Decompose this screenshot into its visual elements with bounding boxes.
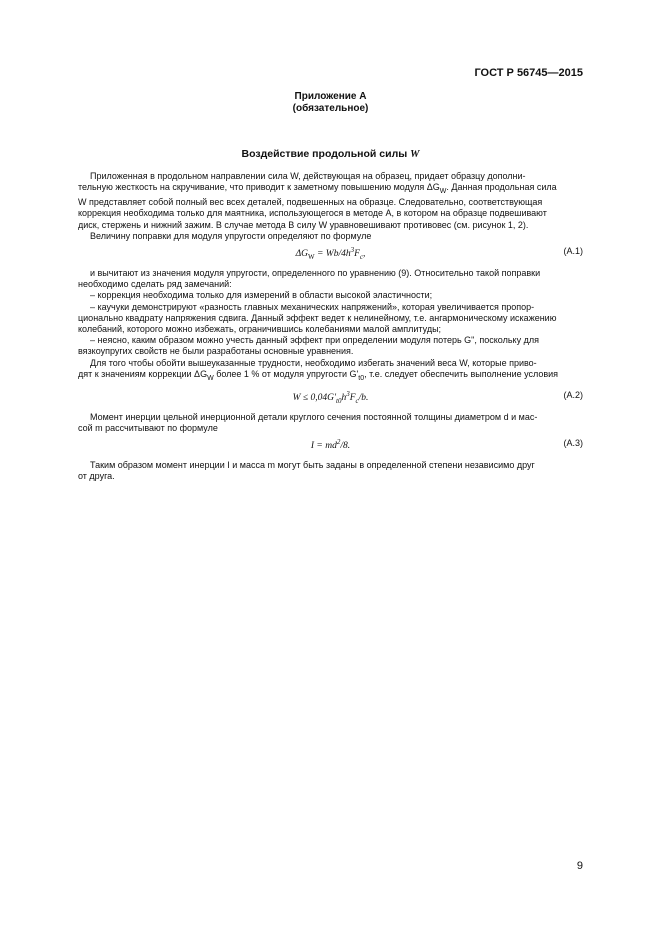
formula-a3 [78, 438, 583, 450]
text-run: . Данная продольная сила [446, 182, 557, 193]
paragraph-line: W представляет собой полный вес всех деталей, подвешенных на образце. Следовательно, соответствующая [78, 197, 543, 208]
formula-number: (A.2) [563, 390, 583, 400]
paragraph-line: Момент инерции цельной инерционной детали круглого сечения постоянной толщины диаметром d и мас- [90, 412, 538, 422]
list-item: – неясно, каким образом можно учесть данный эффект при определении модуля потерь G", поскольку для [90, 335, 539, 346]
paragraph-line: Для того чтобы обойти вышеуказанные трудности, необходимо избегать значений веса W, которые приво- [90, 357, 537, 368]
list-item: – коррекция необходима только для измерений в области высокой эластичности; [90, 290, 433, 301]
paragraph-3 [78, 268, 583, 384]
paragraph-line: от друга. [78, 471, 115, 482]
heading-variable: W [410, 149, 420, 160]
paragraph-6 [78, 460, 583, 482]
text-run: дят к значениям коррекции ΔG [78, 368, 208, 379]
text-run: , т.е. следует обеспечить выполнение условия [364, 368, 559, 379]
text-run: более 1 % от модуля упругости G' [213, 368, 359, 379]
list-item-line: ционально квадрату напряжения сдвига. Данный эффект ведет к нелинейному, т.е. ангармоническому искажению [78, 312, 557, 323]
paragraph-line [78, 182, 583, 197]
paragraph-line: коррекция необходима только для маятника, использующегося в методе А, в котором на образце подвешивают [78, 208, 547, 219]
formula-a2 [78, 390, 583, 406]
paragraph-line: Таким образом момент инерции I и масса m могут быть заданы в определенной степени независимо друг [90, 460, 535, 470]
text-run: тельную жесткость на скручивание, что приводит к заметному повышению модуля ΔG [78, 182, 440, 193]
page-number: 9 [576, 860, 583, 872]
annex-status: (обязательное) [292, 103, 369, 114]
subscript: W [207, 374, 214, 382]
formula-expression: $\Delta G_W = Wb/4h^3F_c$, [295, 246, 366, 262]
formula-number: (A.1) [563, 246, 583, 256]
paragraph-line: сой m рассчитывают по формуле [78, 423, 218, 434]
annex-title: Приложение А [294, 91, 367, 102]
paragraph-line: Приложенная в продольном направлении сила W, действующая на образец, придает образцу дополни- [90, 171, 526, 181]
formula-expression: $W \le 0,04G'_{t0}h^3F_c/b$. [292, 390, 369, 406]
paragraph-2: Величину поправки для модуля упругости определяют по формуле [90, 230, 372, 241]
formula-a1 [78, 246, 583, 262]
subscript: t0 [358, 374, 365, 382]
list-item-line: вязкоупругих свойств не были разработаны основные уравнения. [78, 346, 354, 357]
list-item: – каучуки демонстрируют «разность главных механических напряжений», которая увеличивается пропор- [90, 301, 535, 312]
formula-number: (A.3) [563, 438, 583, 448]
formula-expression: $I = md^2/8$. [310, 438, 351, 452]
paragraph-5 [78, 412, 583, 434]
paragraph-line: необходимо сделать ряд замечаний: [78, 279, 232, 290]
subscript: W [439, 188, 447, 195]
standard-designation: ГОСТ Р 56745—2015 [474, 67, 583, 79]
paragraph-1 [78, 171, 583, 242]
section-heading [0, 148, 661, 160]
paragraph-line [78, 369, 583, 384]
paragraph-line: и вычитают из значения модуля упругости, определенного по уравнению (9). Относительно такой поправки [90, 268, 541, 278]
paragraph-line: диск, стержень и нижний зажим. В случае метода В силу W уравновешивают противовес (см. рисунок 1, 2). [78, 219, 529, 230]
heading-text: Воздействие продольной силы [241, 148, 411, 160]
list-item-line: колебаний, которого можно избежать, ограничившись колебаниями малой амплитуды; [78, 324, 442, 335]
